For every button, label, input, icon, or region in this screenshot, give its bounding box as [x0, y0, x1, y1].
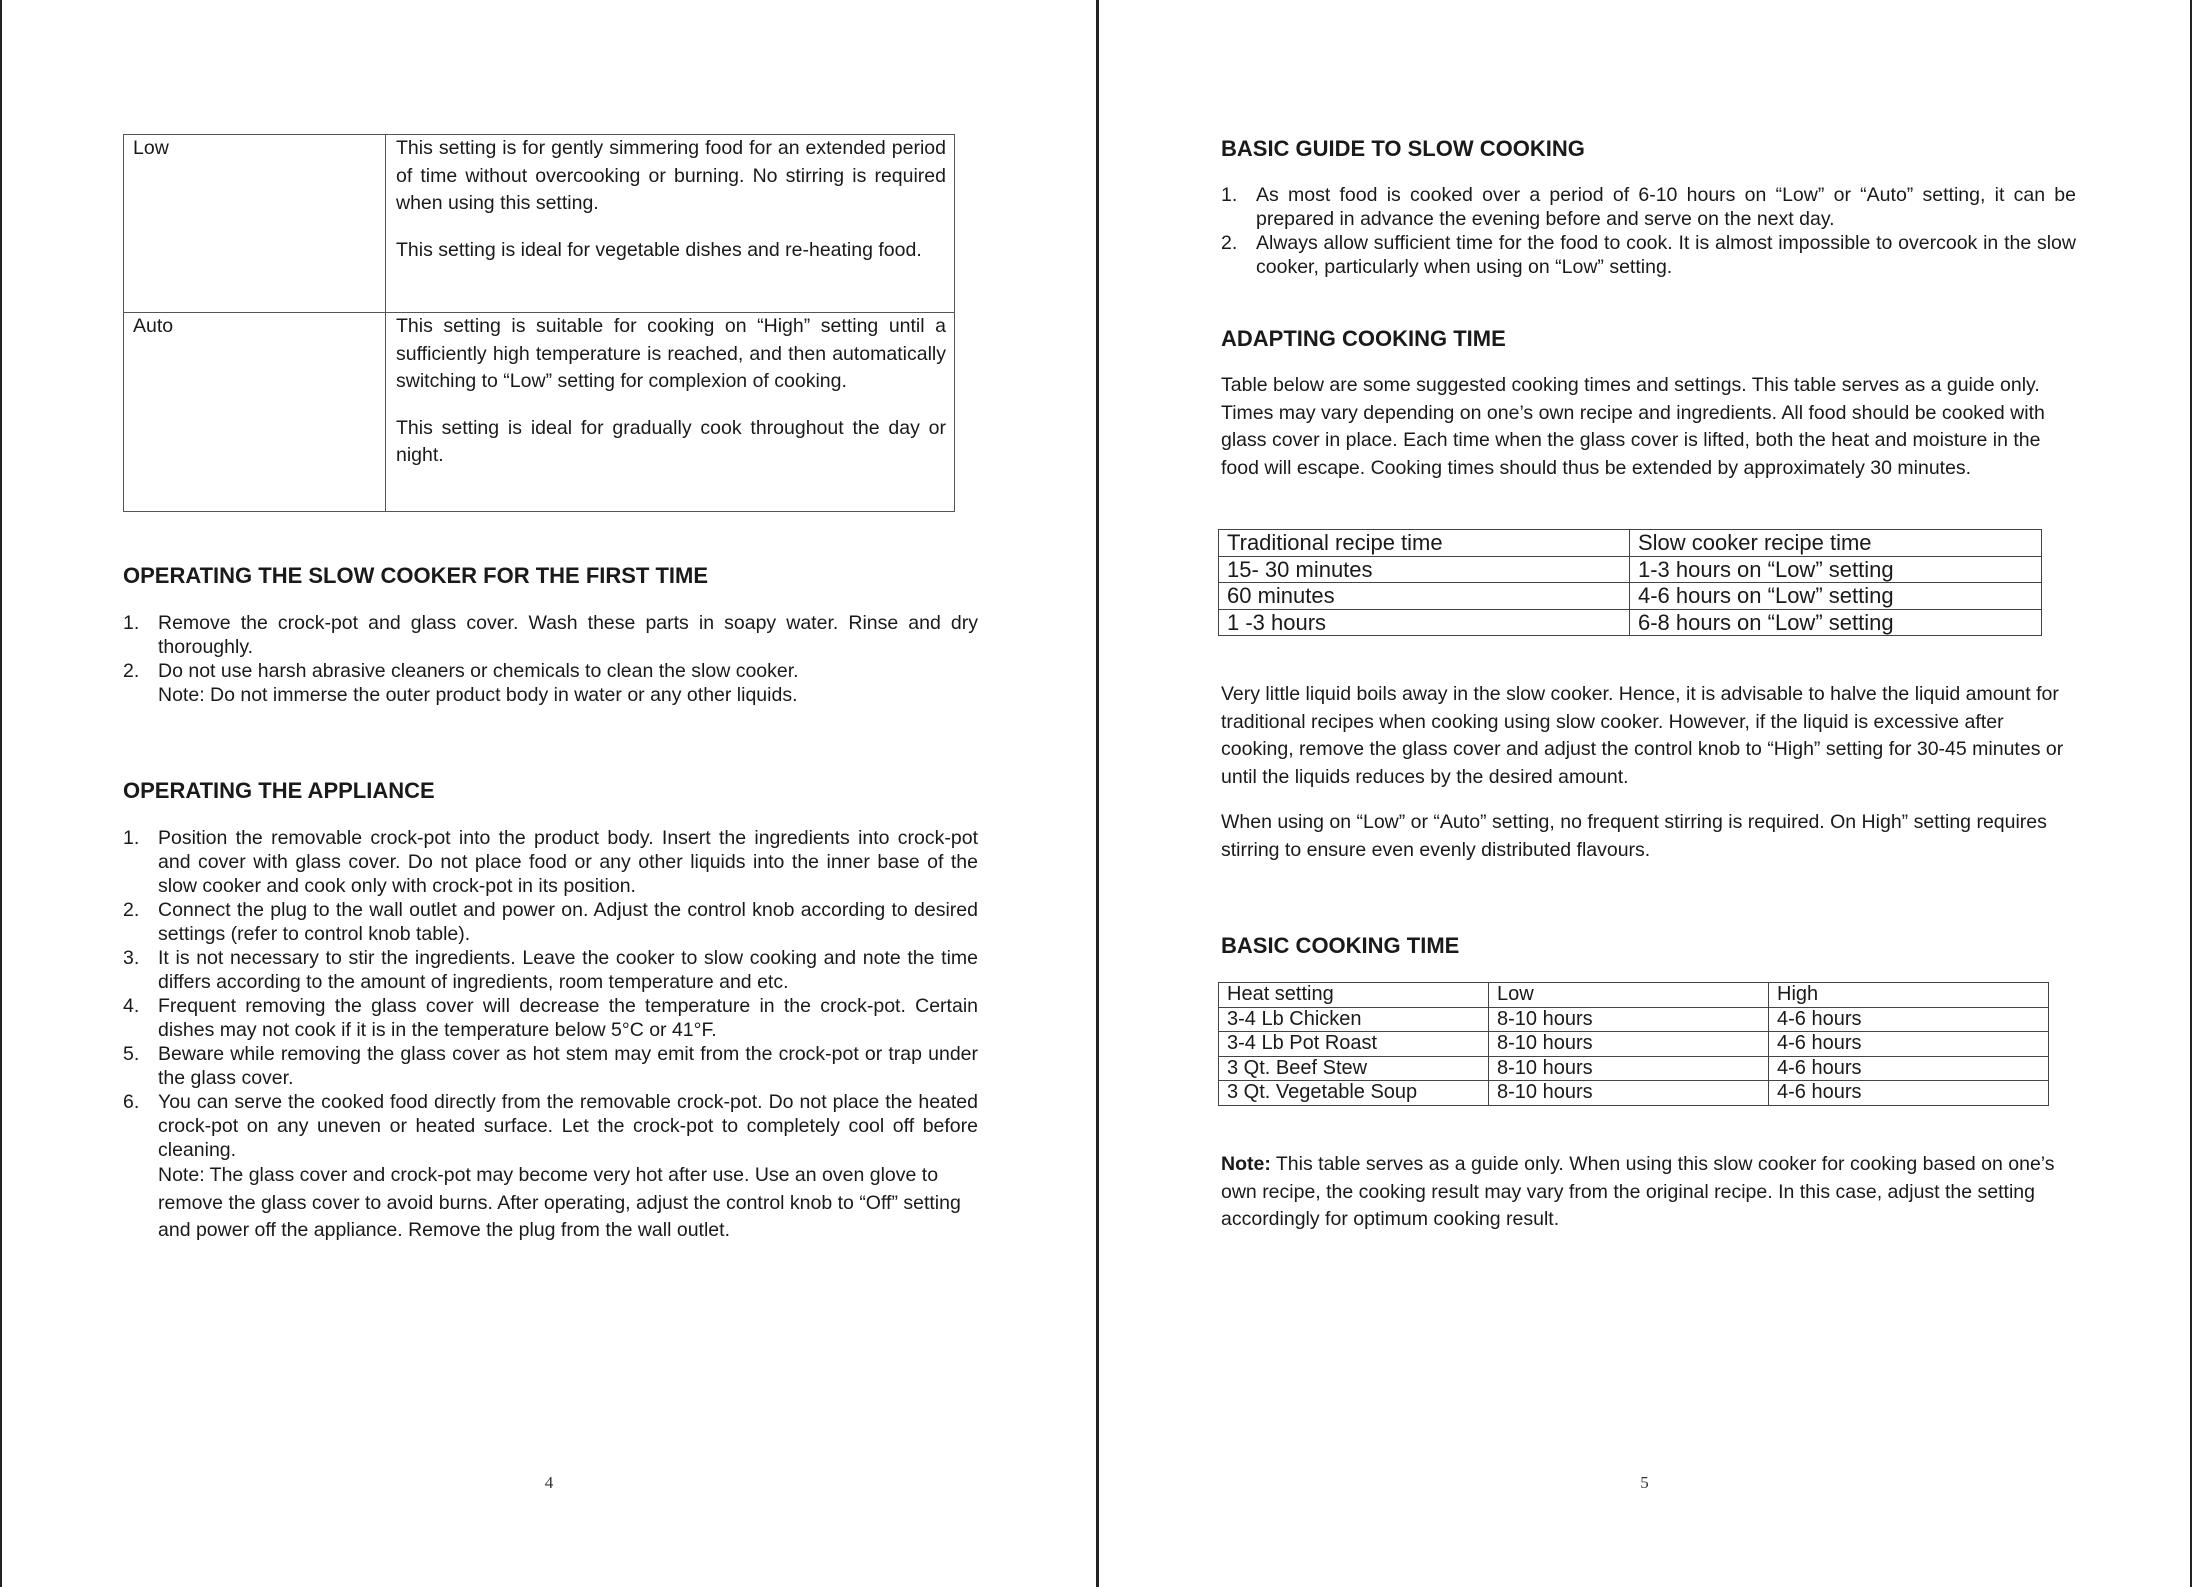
table-cell: 8-10 hours — [1489, 1032, 1769, 1057]
table-row — [1219, 1081, 2049, 1106]
table-cell: 15- 30 minutes — [1219, 556, 1630, 583]
setting-paragraph: This setting is ideal for gradually cook throughout the day or night. — [396, 416, 946, 466]
list-item: 2. Connect the plug to the wall outlet and power on. Adjust the control knob according to desired settings (refer to control knob table). — [123, 899, 978, 945]
table-cell: 4-6 hours — [1769, 1081, 2049, 1106]
table-row — [1219, 1007, 2049, 1032]
list-item: 3. It is not necessary to stir the ingredients. Leave the cooker to slow cooking and note the time differs according to the amount of ingredients, room temperature and etc. — [123, 947, 978, 993]
table-cell: 6-8 hours on “Low” setting — [1630, 609, 2042, 636]
liquid-paragraph: Very little liquid boils away in the slow cooker. Hence, it is advisable to halve the liquid amount for traditional recipes when cooking using slow cooker. However, if the liquid is excessive after cooking, remove the glass cover and adjust the control knob to “High” setting for 30-45 minutes or until the liquids reduces by the desired amount. — [1221, 683, 2064, 788]
adapting-notes — [1221, 681, 2071, 864]
page-5 — [1096, 0, 2192, 1587]
list-item: 2. Always allow sufficient time for the food to cook. It is almost impossible to overcook in the slow cooker, particularly when using on “Low” setting. — [1221, 232, 2076, 278]
table-row — [1219, 1032, 2049, 1057]
table-header-cell: Slow cooker recipe time — [1630, 530, 2042, 557]
section-heading-adapting: ADAPTING COOKING TIME — [1221, 326, 1506, 351]
table-cell: 8-10 hours — [1489, 1081, 1769, 1106]
table-header-cell: Traditional recipe time — [1219, 530, 1630, 557]
table-header-cell: Heat setting — [1219, 983, 1489, 1008]
table-cell: 8-10 hours — [1489, 1007, 1769, 1032]
setting-description — [386, 313, 955, 512]
control-knob-settings-table — [123, 134, 955, 512]
table-header-cell: High — [1769, 983, 2049, 1008]
setting-paragraph: This setting is ideal for vegetable dishes and re-heating food. — [396, 238, 922, 261]
table-row — [124, 135, 955, 313]
table-row — [1219, 583, 2042, 610]
basic-cooking-time-table — [1218, 982, 2049, 1106]
list-item: 5. Beware while removing the glass cover as hot stem may emit from the crock-pot or trap under the glass cover. — [123, 1043, 978, 1089]
table-cell: 4-6 hours — [1769, 1032, 2049, 1057]
first-time-section — [123, 611, 978, 707]
basic-guide-section — [1221, 183, 2076, 279]
table-row — [124, 313, 955, 512]
list-item: 1. Position the removable crock-pot into the product body. Insert the ingredients into crock-pot and cover with glass cover. Do not place food or any other liquids into the inner base of the slow cooker and cook only with crock-pot in its position. — [123, 827, 978, 897]
setting-name: Low — [124, 135, 386, 313]
table-cell: 1 -3 hours — [1219, 609, 1630, 636]
table-row — [1219, 609, 2042, 636]
basic-guide-list — [1221, 183, 2076, 279]
section-heading-first-time: OPERATING THE SLOW COOKER FOR THE FIRST TIME — [123, 563, 709, 588]
table-cell: 4-6 hours on “Low” setting — [1630, 583, 2042, 610]
section-heading-basic-time: BASIC COOKING TIME — [1221, 933, 1460, 958]
table-row — [1219, 1056, 2049, 1081]
list-item: 1. Remove the crock-pot and glass cover. Wash these parts in soapy water. Rinse and dry thoroughly. — [123, 612, 978, 658]
appliance-list — [123, 826, 978, 1162]
first-time-note: Note: Do not immerse the outer product body in water or any other liquids. — [158, 684, 798, 706]
list-item: 2. Do not use harsh abrasive cleaners or chemicals to clean the slow cooker. — [123, 660, 799, 682]
recipe-time-table — [1218, 529, 2042, 636]
appliance-section — [123, 826, 978, 1245]
section-heading-basic-guide: BASIC GUIDE TO SLOW COOKING — [1221, 136, 1585, 161]
note-label: Note: — [1221, 1153, 1271, 1175]
page-number: 4 — [544, 1473, 554, 1492]
table-cell: 3 Qt. Beef Stew — [1219, 1056, 1489, 1081]
table-cell: 3-4 Lb Pot Roast — [1219, 1032, 1489, 1057]
appliance-note: Note: The glass cover and crock-pot may become very hot after use. Use an oven glove to remove the glass cover to avoid burns. After operating, adjust the control knob to “Off” setting and power off the appliance. Remove the plug from the wall outlet. — [158, 1164, 961, 1241]
table-cell: 60 minutes — [1219, 583, 1630, 610]
note-text: This table serves as a guide only. When using this slow cooker for cooking based on one’s own recipe, the cooking result may vary from the original recipe. In this case, adjust the setting accordingly for optimum cooking result. — [1221, 1153, 2055, 1230]
stirring-paragraph: When using on “Low” or “Auto” setting, no frequent stirring is required. On High” setting requires stirring to ensure even evenly distributed flavours. — [1221, 811, 2047, 861]
setting-description — [386, 135, 955, 313]
basic-time-note — [1221, 1151, 2081, 1234]
setting-paragraph: This setting is suitable for cooking on “High” setting until a sufficiently high temperature is reached, and then automatically switching to “Low” setting for complexion of cooking. — [396, 315, 946, 392]
setting-paragraph: This setting is for gently simmering food for an extended period of time without overcooking or burning. No stirring is required when using this setting. — [396, 137, 946, 214]
adapting-intro: Table below are some suggested cooking times and settings. This table serves as a guide only. Times may vary depending on one’s own recipe and ingredients. All food should be cooked with glass cover in place. Each time when the glass cover is lifted, both the heat and moisture in the food will escape. Cooking times should thus be extended by approximately 30 minutes. — [1221, 374, 2045, 479]
setting-name: Auto — [124, 313, 386, 512]
table-header-row — [1219, 983, 2049, 1008]
section-heading-appliance: OPERATING THE APPLIANCE — [123, 778, 435, 803]
page-number: 5 — [1640, 1473, 1649, 1492]
table-cell: 4-6 hours — [1769, 1007, 2049, 1032]
list-item: 1. As most food is cooked over a period of 6-10 hours on “Low” or “Auto” setting, it can be prepared in advance the evening before and serve on the next day. — [1221, 184, 2076, 230]
table-cell: 1-3 hours on “Low” setting — [1630, 556, 2042, 583]
first-time-list — [123, 611, 978, 683]
table-row — [1219, 556, 2042, 583]
table-header-row — [1219, 530, 2042, 557]
list-item: 4. Frequent removing the glass cover will decrease the temperature in the crock-pot. Certain dishes may not cook if it is in the temperature below 5°C or 41°F. — [123, 995, 978, 1041]
table-header-cell: Low — [1489, 983, 1769, 1008]
list-item: 6. You can serve the cooked food directly from the removable crock-pot. Do not place the heated crock-pot on any uneven or heated surface. Let the crock-pot to completely cool off before cleaning. — [123, 1091, 978, 1161]
table-cell: 3-4 Lb Chicken — [1219, 1007, 1489, 1032]
table-cell: 8-10 hours — [1489, 1056, 1769, 1081]
table-cell: 3 Qt. Vegetable Soup — [1219, 1081, 1489, 1106]
table-cell: 4-6 hours — [1769, 1056, 2049, 1081]
